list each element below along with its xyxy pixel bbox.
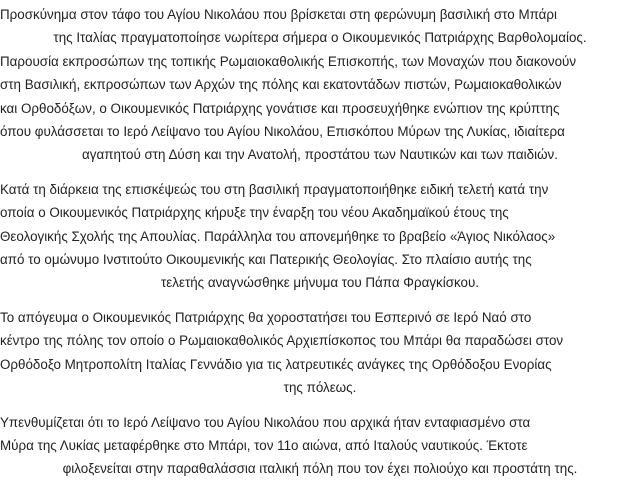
paragraph-line: Παρουσία εκπροσώπων της τοπικής Ρωμαιοκαθολικής Επισκοπής, των Μοναχών που διακονούν: [0, 53, 577, 69]
paragraph-line: Θεολογικής Σχολής της Απουλίας. Παράλληλα του απονεμήθηκε το βραβείο «Άγιος Νικόλαος»: [0, 228, 556, 244]
paragraph-1: [0, 3, 640, 167]
paragraph-line: της Ιταλίας πραγματοποίησε νωρίτερα σήμερα ο Οικουμενικός Πατριάρχης Βαρθολομαίος.: [53, 30, 587, 46]
paragraph-line: Ορθόδοξο Μητροπολίτη Ιταλίας Γεννάδιο για τις λατρευτικές ανάγκες της Ορθόδοξου Ενορίας: [0, 356, 552, 372]
paragraph-line: στη Βασιλική, εκπροσώπων των Αρχών της πόλης και εκατοντάδων πιστών, Ρωμαιοκαθολικών: [0, 77, 562, 93]
paragraph-3: [0, 306, 640, 400]
paragraph-line: Κατά τη διάρκεια της επισκέψεώς του στη βασιλική πραγματοποιήθηκε ειδική τελετή κατά την: [0, 181, 549, 197]
paragraph-line: Το απόγευμα ο Οικουμενικός Πατριάρχης θα χοροστατήσει του Εσπερινό σε Ιερό Ναό στο: [0, 309, 532, 325]
paragraph-line: οποία ο Οικουμενικός Πατριάρχης κήρυξε την έναρξη του νέου Ακαδημαϊκού έτους της: [0, 205, 509, 221]
paragraph-2: [0, 178, 640, 295]
paragraph-line: αγαπητού στη Δύση και την Ανατολή, προστάτου των Ναυτικών και των παιδιών.: [82, 147, 558, 163]
paragraph-line: Προσκύνημα στον τάφο του Αγίου Νικολάου που βρίσκεται στη φερώνυμη βασιλική στο Μπάρι: [0, 7, 557, 22]
paragraph-line: φιλοξενείται στην παραθαλάσσια ιταλική πόλη που τον έχει πολιούχο και προστάτη της.: [62, 461, 578, 477]
paragraph-line: και Ορθοδόξων, ο Οικουμενικός Πατριάρχης γονάτισε και προσευχήθηκε ενώπιον της κρύπτης: [0, 100, 560, 116]
paragraph-4: [0, 411, 640, 481]
paragraph-line: της πόλεως.: [283, 380, 357, 396]
paragraph-line: από το ομώνυμο Ινστιτούτο Οικουμενικής και Πατερικής Θεολογίας. Στο πλαίσιο αυτής της: [0, 252, 532, 268]
paragraph-line: όπου φυλάσσεται το Ιερό Λείψανο του Αγίου Νικολάου, Επισκόπου Μύρων της Λυκίας, ιδιαίτερα: [0, 124, 565, 140]
paragraph-line: Υπενθυμίζεται ότι το Ιερό Λείψανο του Αγίου Νικολάου που αρχικά ήταν ενταφιασμένο στα: [0, 414, 531, 430]
paragraph-line: Μύρα της Λυκίας μεταφέρθηκε στο Μπάρι, τον 11ο αιώνα, από Ιταλούς ναυτικούς. Έκτοτε: [0, 437, 528, 453]
paragraph-line: τελετής αναγνώσθηκε μήνυμα του Πάπα Φραγκίσκου.: [161, 275, 479, 291]
paragraph-line: κέντρο της πόλης τον οποίο ο Ρωμαιοκαθολικός Αρχιεπίσκοπος του Μπάρι θα παραδώσει στον: [0, 333, 564, 349]
